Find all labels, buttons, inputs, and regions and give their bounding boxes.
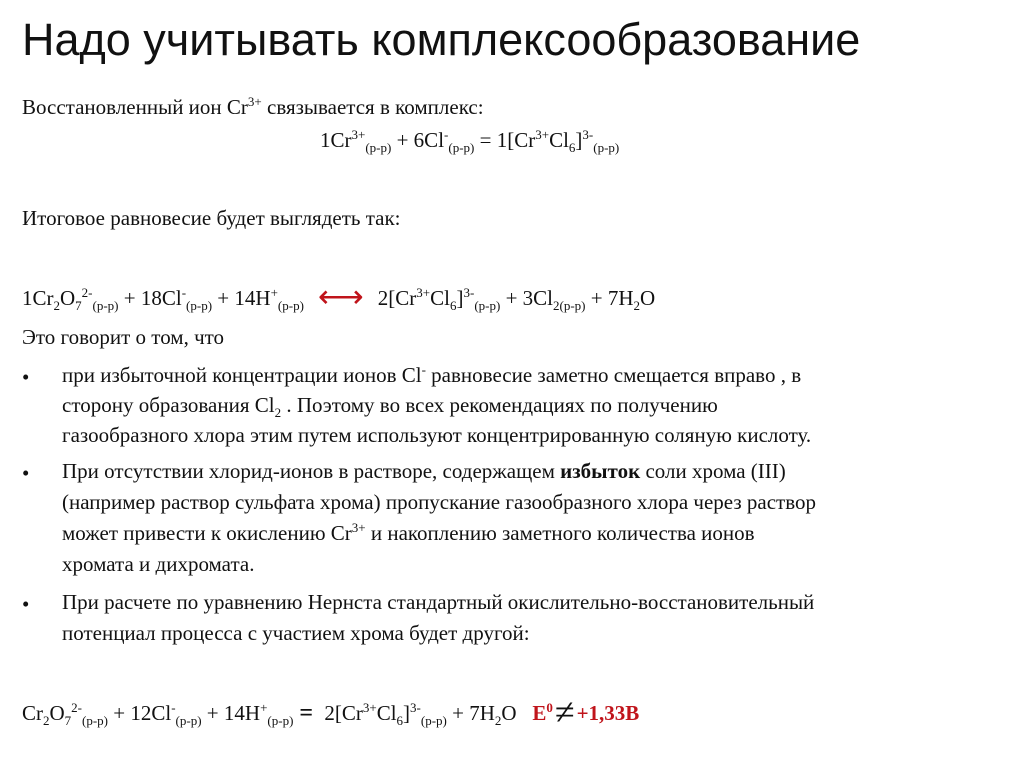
formula-segment: 6 [396, 713, 404, 728]
formula-segment: 1Cr [22, 286, 54, 310]
formula-segment: 0 [546, 700, 553, 715]
formula-segment: + [260, 700, 268, 715]
formula-segment: Итоговое равновесие будет выглядеть так: [22, 206, 401, 230]
formula-segment: 2[Cr [377, 286, 417, 310]
formula-segment: (р-р) [267, 713, 294, 728]
formula-segment: 2(р-р) [553, 298, 586, 313]
formula-segment: 3- [410, 700, 421, 715]
slide-title: Надо учитывать комплексообразование [22, 14, 861, 65]
bullet-2-line [62, 461, 786, 482]
nernst-equation [22, 694, 639, 730]
formula-segment: 3+ [362, 700, 377, 715]
bullet-3-line [62, 623, 530, 644]
formula-segment: Cl [549, 128, 569, 152]
formula-segment: O [640, 286, 656, 310]
formula-segment: (р-р) [186, 298, 213, 313]
formula-segment: (р-р) [92, 298, 119, 313]
formula-segment: = 1[Cr [474, 128, 536, 152]
bullet-1-line [62, 425, 811, 446]
formula-segment: 6 [449, 298, 457, 313]
formula-segment: 3+ [535, 127, 550, 142]
formula-segment: 2 [633, 298, 641, 313]
formula-segment: 2[Cr [319, 701, 363, 725]
formula-segment: 2 [494, 713, 502, 728]
formula-segment: . Поэтому во всех рекомендациях по получению [281, 393, 718, 417]
formula-segment: + 18Cl [118, 286, 182, 310]
equilibrium-equation [22, 280, 655, 312]
formula-segment: 3+ [351, 520, 366, 535]
formula-segment: 2 [53, 298, 60, 313]
bullet-2-marker: • [22, 461, 30, 485]
formula-segment: сторону образования Cl [62, 393, 275, 417]
formula-segment: (р-р) [420, 713, 447, 728]
formula-segment: (р-р) [82, 713, 109, 728]
formula-segment: при избыточной концентрации ионов Cl [62, 363, 422, 387]
formula-segment: O [501, 701, 533, 725]
formula-segment: Это говорит о том, что [22, 325, 225, 349]
bullet-3-line [62, 592, 814, 613]
formula-segment: соли хрома (III) [640, 459, 786, 483]
bullet-3-marker: • [22, 592, 30, 616]
formula-segment: и накоплению заметного количества ионов [365, 521, 755, 545]
formula-segment: 6 [568, 140, 576, 155]
formula-segment: (р-р) [277, 298, 304, 313]
formula-segment: ] [456, 286, 464, 310]
bullet-2-line [62, 554, 254, 575]
formula-segment: 2- [71, 700, 83, 715]
formula-segment: 2- [81, 285, 93, 300]
formula-segment: ≠ [554, 692, 575, 732]
formula-segment: E [532, 701, 547, 725]
formula-segment: 3- [463, 285, 475, 300]
complex-equation [320, 127, 620, 155]
formula-segment: 7 [64, 713, 72, 728]
formula-segment: 1Cr [320, 128, 352, 152]
formula-segment: + 7H [446, 701, 495, 725]
formula-segment: - [181, 285, 187, 300]
formula-segment: Cr [22, 701, 43, 725]
formula-segment: (р-р) [448, 140, 475, 155]
formula-segment: O [60, 286, 76, 310]
formula-segment: может привести к окислению Cr [62, 521, 352, 545]
formula-segment: связывается в комплекс: [261, 95, 484, 119]
formula-segment: избыток [560, 459, 641, 483]
formula-segment: + 3Cl [500, 286, 553, 310]
bullet-2-line [62, 492, 816, 513]
formula-segment: (р-р) [474, 298, 501, 313]
formula-segment: - [444, 127, 449, 142]
formula-segment: + 14H [212, 286, 271, 310]
formula-segment: + 12Cl [108, 701, 172, 725]
formula-segment: При отсутствии хлорид-ионов в растворе, содержащем [62, 459, 561, 483]
conclusion-intro [22, 327, 224, 348]
formula-segment: (р-р) [175, 713, 202, 728]
formula-segment: = [299, 700, 314, 726]
formula-segment: + 6Cl [391, 128, 445, 152]
formula-segment: 2 [43, 713, 50, 728]
formula-segment: +1,33В [576, 701, 640, 725]
equilibrium-arrow-icon: ⟷ [317, 278, 364, 314]
formula-segment: ] [575, 128, 583, 152]
formula-segment: Cl [376, 701, 397, 725]
formula-segment: 3+ [416, 285, 431, 300]
formula-segment: газообразного хлора этим путем используют концентрированную соляную кислоту. [62, 423, 812, 447]
formula-segment: 3+ [351, 127, 366, 142]
formula-segment: - [421, 362, 426, 377]
formula-segment: хромата и дихромата. [62, 552, 255, 576]
formula-segment: + 14H [201, 701, 261, 725]
formula-segment: 3+ [247, 94, 262, 109]
formula-segment: равновесие заметно смещается вправо , в [425, 363, 802, 387]
formula-segment: (р-р) [365, 140, 392, 155]
formula-segment: - [171, 700, 176, 715]
formula-segment: (например раствор сульфата хрома) пропускание газообразного хлора через раствор [62, 490, 817, 514]
bullet-1-line [62, 393, 718, 420]
bullet-2-line [62, 520, 755, 545]
formula-segment: + 7H [585, 286, 634, 310]
equilibrium-intro [22, 208, 401, 229]
intro-text [22, 94, 484, 119]
formula-segment: (р-р) [593, 140, 620, 155]
bullet-1-line [62, 362, 802, 387]
formula-segment: 3- [582, 127, 594, 142]
formula-segment: При расчете по уравнению Нернста стандартный окислительно-восстановительный [62, 590, 815, 614]
formula-segment: Восстановленный ион Cr [22, 95, 248, 119]
formula-segment: 2 [274, 405, 282, 420]
formula-segment: O [49, 701, 65, 725]
formula-segment: 7 [75, 298, 82, 313]
formula-segment: + [270, 285, 278, 300]
formula-segment: Cl [430, 286, 450, 310]
formula-segment: потенциал процесса с участием хрома будет другой: [62, 621, 530, 645]
bullet-1-marker: • [22, 365, 30, 389]
formula-segment: ] [403, 701, 411, 725]
